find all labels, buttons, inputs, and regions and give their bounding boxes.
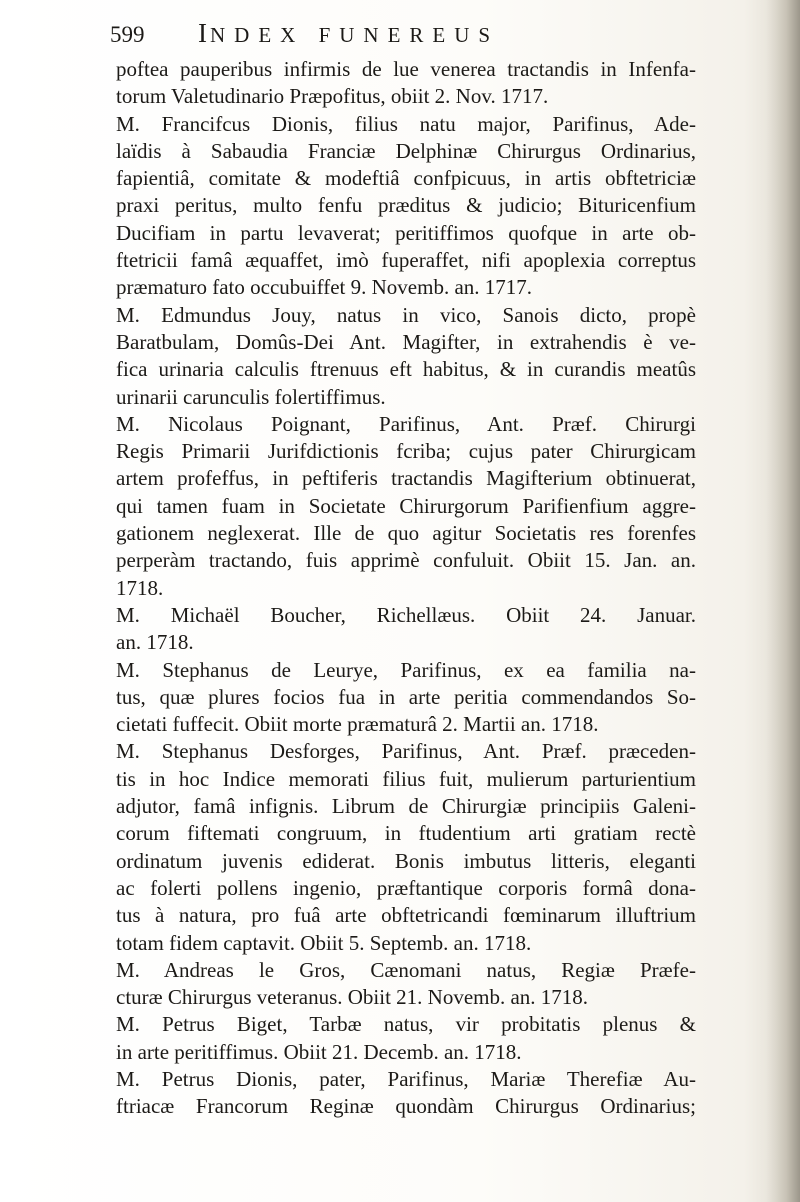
line-26: M. Stephanus Desforges, Parifinus, Ant. Præf. præceden- [116, 739, 696, 764]
line-03: M. Francifcus Dionis, filius natu major, Parifinus, Ade- [116, 111, 696, 136]
line-14: M. Nicolaus Poignant, Parifinus, Ant. Præf. Chirurgi [116, 411, 696, 436]
page-edge-shadow [766, 0, 800, 1202]
line-38: M. Petrus Dionis, pater, Parifinus, Mariæ Therefiæ Au- [116, 1066, 696, 1091]
page-header [110, 18, 670, 54]
line-02: torum Valetudinario Præpofitus, obiit 2. Nov. 1717. [116, 84, 549, 109]
line-13: urinarii carunculis folertiffimus. [116, 384, 386, 409]
running-head-rest: NDEX FUNEREUS [210, 23, 500, 47]
line-07: Ducifiam in partu levaverat; peritiffimos quofque in arte ob- [116, 220, 696, 245]
line-27: tis in hoc Indice memorati filius fuit, mulierum parturientium [116, 766, 696, 791]
line-32: tus à natura, pro fuâ arte obftetricandi fœminarum illuftrium [116, 903, 696, 928]
line-30: ordinatum juvenis ediderat. Bonis imbutus litteris, eleganti [116, 848, 696, 873]
line-34: M. Andreas le Gros, Cænomani natus, Regiæ Præfe- [116, 957, 696, 982]
line-29: corum fiftemati congruum, in ftudentium arti gratiam rectè [116, 821, 696, 846]
body-text [116, 56, 696, 1121]
line-20: 1718. [116, 575, 164, 600]
line-21: M. Michaël Boucher, Richellæus. Obiit 24. Januar. [116, 602, 696, 627]
line-24: tus, quæ plures focios fua in arte peritia commendandos So- [116, 684, 696, 709]
line-33: totam fidem captavit. Obiit 5. Septemb. an. 1718. [116, 930, 532, 955]
running-head-initial: I [198, 18, 210, 48]
line-11: Baratbulam, Domûs-Dei Ant. Magifter, in extrahendis è ve- [116, 329, 696, 354]
line-06: praxi peritus, multo fenfu præditus & judicio; Bituricenfium [116, 193, 696, 218]
line-35: cturæ Chirurgus veteranus. Obiit 21. Novemb. an. 1718. [116, 985, 589, 1010]
line-08: ftetricii famâ æquaffet, imò fuperaffet, nifi apoplexia correptus [116, 248, 696, 273]
line-25: cietati fuffecit. Obiit morte præmaturâ 2. Martii an. 1718. [116, 712, 599, 737]
line-36: M. Petrus Biget, Tarbæ natus, vir probitatis plenus & [116, 1012, 696, 1037]
line-39: ftriacæ Francorum Reginæ quondàm Chirurgus Ordinarius; [116, 1094, 696, 1119]
line-23: M. Stephanus de Leurye, Parifinus, ex ea familia na- [116, 657, 696, 682]
line-12: fica urinaria calculis ftrenuus eft habitus, & in curandis meatûs [116, 357, 696, 382]
running-head [198, 18, 499, 49]
line-18: gationem neglexerat. Ille de quo agitur Societatis res forenfes [116, 521, 696, 546]
line-31: ac folerti pollens ingenio, præftantique corporis formâ dona- [116, 875, 696, 900]
line-22: an. 1718. [116, 630, 194, 655]
line-01: poftea pauperibus infirmis de lue venerea tractandis in Infenfa- [116, 57, 696, 81]
line-16: artem profeffus, in peftiferis tractandis Magifterium obtinuerat, [116, 466, 696, 491]
line-28: adjutor, famâ infignis. Librum de Chirurgiæ principiis Galeni- [116, 794, 696, 819]
line-37: in arte peritiffimus. Obiit 21. Decemb. an. 1718. [116, 1039, 522, 1064]
line-15: Regis Primarii Jurifdictionis fcriba; cujus pater Chirurgicam [116, 439, 696, 464]
line-05: fapientiâ, comitate & modeftiâ confpicuus, in artis obftetriciæ [116, 166, 696, 191]
line-17: qui tamen fuam in Societate Chirurgorum Parifienfium aggre- [116, 493, 696, 518]
line-04: laïdis à Sabaudia Franciæ Delphinæ Chirurgus Ordinarius, [116, 138, 696, 163]
line-10: M. Edmundus Jouy, natus in vico, Sanois dicto, propè [116, 302, 696, 327]
line-09: præmaturo fato occubuiffet 9. Novemb. an. 1717. [116, 275, 533, 300]
page-number: 599 [110, 22, 145, 47]
line-19: perperàm tractando, fuis apprimè confuluit. Obiit 15. Jan. an. [116, 548, 696, 573]
